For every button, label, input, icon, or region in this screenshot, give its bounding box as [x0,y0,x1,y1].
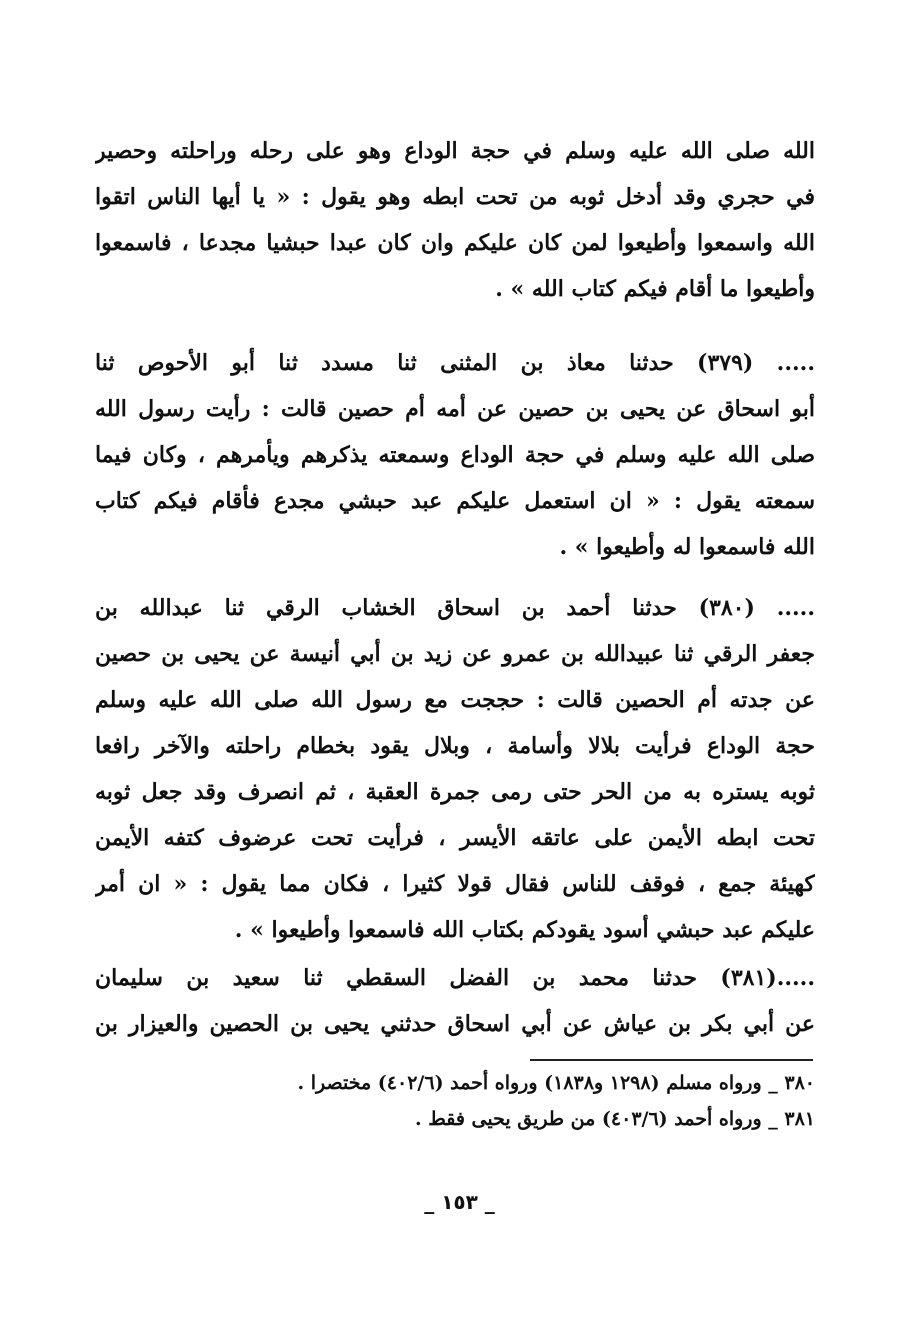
footnote-divider [530,1059,813,1061]
footnote-380: ٣٨٠ _ ورواه مسلم (١٢٩٨ و١٨٣٨) ورواه أحمد (٤٠٢/٦) مختصرا . [297,1072,815,1094]
text-line: الله فاسمعوا له وأطيعوا » . [559,534,815,560]
text-line: ثوبه يستره به من الحر حتى رمى جمرة العقبة ، ثم انصرف وقد جعل ثوبه [95,779,815,805]
text-line: كهيئة جمع ، فوقف للناس فقال قولا كثيرا ، فكان مما يقول : « ان أمر [95,871,815,897]
text-line: صلى الله عليه وسلم في حجة الوداع وسمعته يذكرهم ويأمرهم ، وكان فيما [95,442,815,468]
text-line: في حجري وقد أدخل ثوبه من تحت ابطه وهو يقول : « يا أيها الناس اتقوا [95,184,815,210]
text-line: أبو اسحاق عن يحيى بن حصين عن أمه أم حصين قالت : رأيت رسول الله [95,396,815,422]
text-line: عليكم عبد حبشي أسود يقودكم بكتاب الله فاسمعوا وأطيعوا » . [234,917,815,943]
text-line: تحت ابطه الأيمن على عاتقه الأيسر ، فرأيت تحت عرضوف كتفه الأيمن [95,825,815,851]
hadith-379 [95,340,815,570]
page-number: _ ١٥٣ _ [424,1190,495,1214]
footnotes [140,1065,815,1137]
text-line: سمعته يقول : « ان استعمل عليكم عبد حبشي مجدع فأقام فيكم كتاب [95,488,815,514]
footnote-381: ٣٨١ _ ورواه أحمد (٤٠٣/٦) من طريق يحيى فقط . [414,1108,815,1130]
text-line: جعفر الرقي ثنا عبيدالله بن عمرو عن زيد بن أبي أنيسة عن يحيى بن حصين [95,641,815,667]
text-line: الله واسمعوا وأطيعوا لمن كان عليكم وان كان عبدا حبشيا مجدعا ، فاسمعوا [95,230,815,256]
text-line: عن جدته أم الحصين قالت : حججت مع رسول الله صلى الله عليه وسلم [95,687,815,713]
text-line: حجة الوداع فرأيت بلالا وأسامة ، وبلال يقود بخطام راحلته والآخر رافعا [95,733,815,759]
text-line: عن أبي بكر بن عياش عن أبي اسحاق حدثني يحيى بن الحصين والعيزار بن [95,1011,815,1037]
hadith-381 [95,955,815,1047]
text-line: .....(٣٨١) حدثنا محمد بن الفضل السقطي ثنا سعيد بن سليمان [95,965,815,991]
text-line: وأطيعوا ما أقام فيكم كتاب الله » . [495,276,815,302]
hadith-380 [95,585,815,953]
text-line: ..... (٣٧٩) حدثنا معاذ بن المثنى ثنا مسدد ثنا أبو الأحوص ثنا [95,350,815,376]
text-line: ..... (٣٨٠) حدثنا أحمد بن اسحاق الخشاب الرقي ثنا عبدالله بن [95,595,815,621]
paragraph-continuation [95,128,815,312]
text-line: الله صلى الله عليه وسلم في حجة الوداع وهو على رحله وراحلته وحصير [95,138,815,164]
